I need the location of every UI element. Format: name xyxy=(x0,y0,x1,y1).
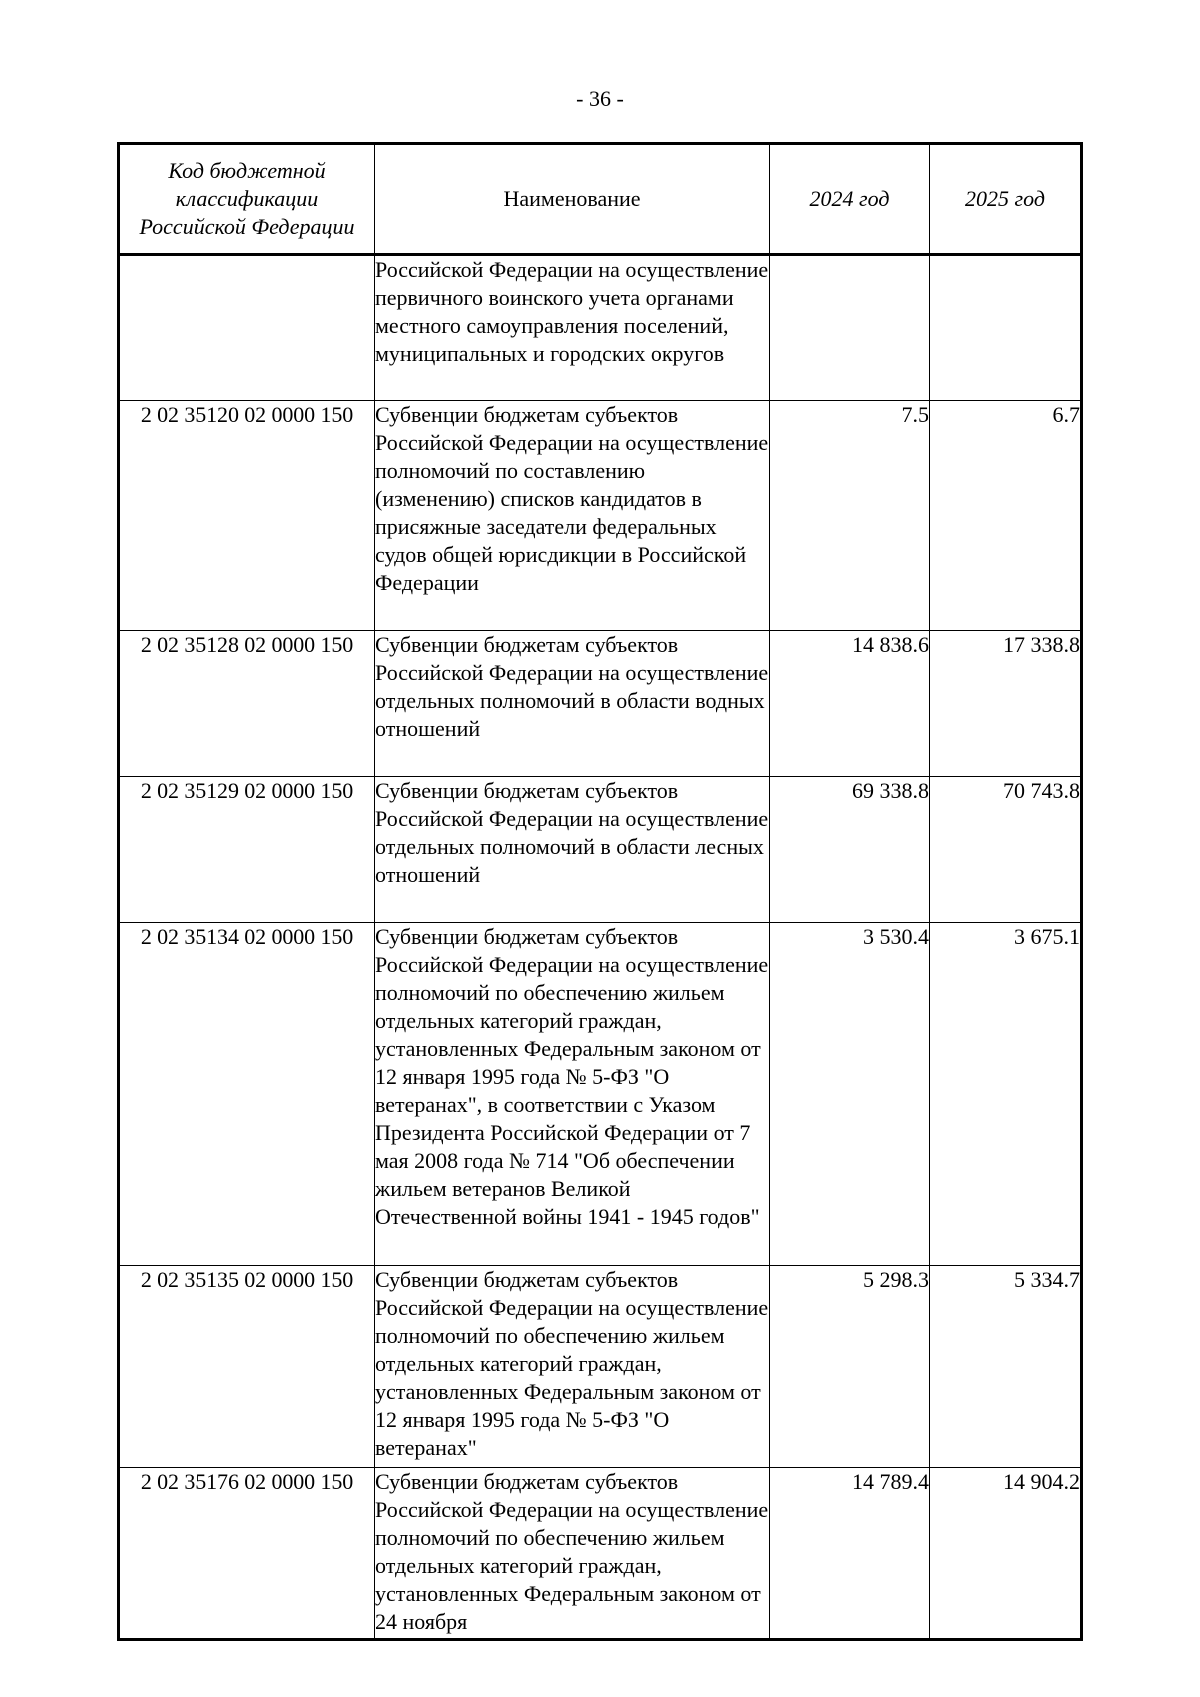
table-row xyxy=(119,401,1082,631)
row-name: Субвенции бюджетам субъектов Российской Федерации на осуществление полномочий по обеспечению жильем отдельных категорий граждан, установленных Федеральным законом от 12 января 1995 года № 5-ФЗ "О ветеранах", в соответствии с Указом Президента Российской Федерации от 7 мая 2008 года № 714 "Об обеспечении жильем ветеранов Великой Отечественной войны 1941 - 1945 годов" xyxy=(375,923,770,1266)
row-value-2025: 5 334.7 xyxy=(930,1266,1082,1468)
row-value-2025: 70 743.8 xyxy=(930,777,1082,923)
row-value-2024: 3 530.4 xyxy=(770,923,930,1266)
row-name: Субвенции бюджетам субъектов Российской Федерации на осуществление отдельных полномочий в области лесных отношений xyxy=(375,777,770,923)
page-number: - 36 - xyxy=(576,86,624,111)
row-value-2025 xyxy=(930,255,1082,401)
header-2024: 2024 год xyxy=(770,144,930,255)
header-name: Наименование xyxy=(375,144,770,255)
row-value-2024: 69 338.8 xyxy=(770,777,930,923)
table-row xyxy=(119,1266,1082,1468)
table-row xyxy=(119,1468,1082,1640)
header-code: Код бюджетной классификации Российской Федерации xyxy=(119,144,375,255)
row-name: Российской Федерации на осуществление первичного воинского учета органами местного самоуправления поселений, муниципальных и городских округов xyxy=(375,255,770,401)
row-value-2024: 7.5 xyxy=(770,401,930,631)
row-name: Субвенции бюджетам субъектов Российской Федерации на осуществление отдельных полномочий в области водных отношений xyxy=(375,631,770,777)
row-value-2024 xyxy=(770,255,930,401)
row-value-2025: 6.7 xyxy=(930,401,1082,631)
budget-table xyxy=(117,142,1083,1641)
row-name: Субвенции бюджетам субъектов Российской Федерации на осуществление полномочий по обеспечению жильем отдельных категорий граждан, установленных Федеральным законом от 12 января 1995 года № 5-ФЗ "О ветеранах" xyxy=(375,1266,770,1468)
row-value-2024: 14 838.6 xyxy=(770,631,930,777)
table-row xyxy=(119,631,1082,777)
row-value-2024: 5 298.3 xyxy=(770,1266,930,1468)
header-2025: 2025 год xyxy=(930,144,1082,255)
row-name: Субвенции бюджетам субъектов Российской Федерации на осуществление полномочий по составлению (изменению) списков кандидатов в присяжные заседатели федеральных судов общей юрисдикции в Российской Федерации xyxy=(375,401,770,631)
row-code: 2 02 35129 02 0000 150 xyxy=(119,777,375,923)
row-value-2025: 14 904.2 xyxy=(930,1468,1082,1640)
table-header-row xyxy=(119,144,1082,255)
row-code: 2 02 35128 02 0000 150 xyxy=(119,631,375,777)
row-code: 2 02 35176 02 0000 150 xyxy=(119,1468,375,1640)
row-code xyxy=(119,255,375,401)
row-value-2025: 3 675.1 xyxy=(930,923,1082,1266)
row-value-2024: 14 789.4 xyxy=(770,1468,930,1640)
row-name: Субвенции бюджетам субъектов Российской Федерации на осуществление полномочий по обеспечению жильем отдельных категорий граждан, установленных Федеральным законом от 24 ноября xyxy=(375,1468,770,1640)
row-code: 2 02 35120 02 0000 150 xyxy=(119,401,375,631)
table-row xyxy=(119,255,1082,401)
table-row xyxy=(119,923,1082,1266)
row-code: 2 02 35134 02 0000 150 xyxy=(119,923,375,1266)
row-code: 2 02 35135 02 0000 150 xyxy=(119,1266,375,1468)
table-row xyxy=(119,777,1082,923)
row-value-2025: 17 338.8 xyxy=(930,631,1082,777)
